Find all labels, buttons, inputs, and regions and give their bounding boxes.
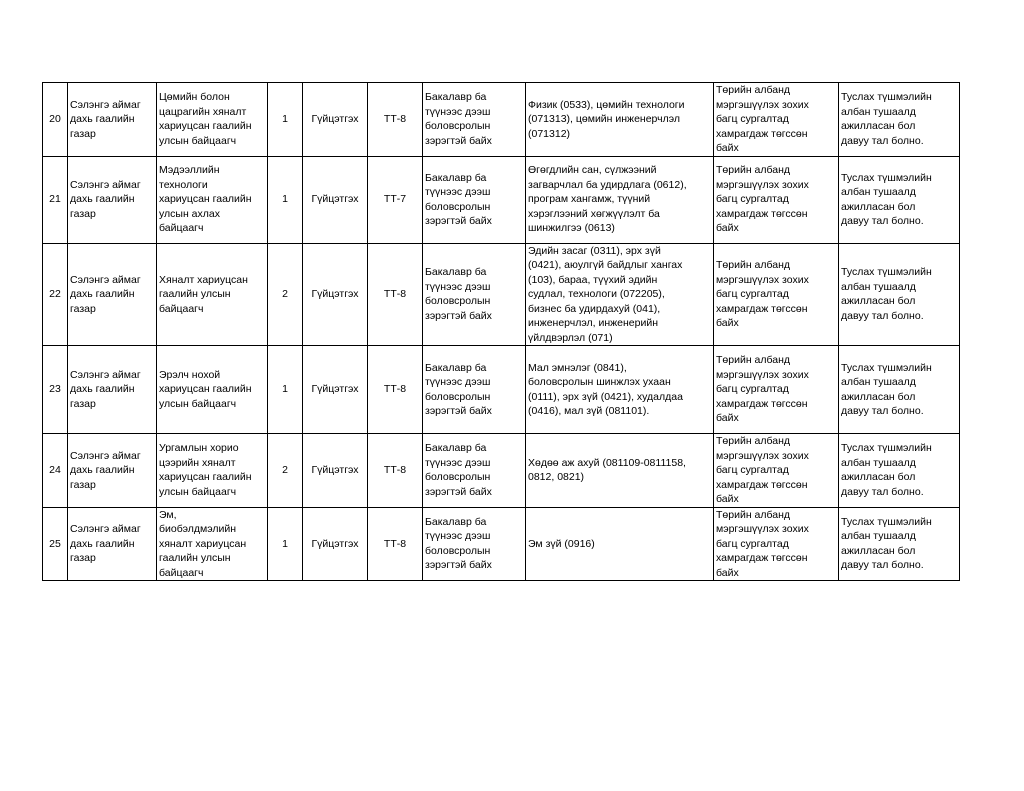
type-cell: Гүйцэтгэх	[303, 83, 368, 157]
training-cell: Төрийн албанд мэргэшүүлэх зохих багц сургалтад хамрагдаж төгссөн байх	[714, 243, 839, 346]
row-number: 22	[43, 243, 68, 346]
position-cell: Цөмийн болон цацрагийн хяналт хариуцсан гаалийн улсын байцаагч	[157, 83, 268, 157]
training-cell: Төрийн албанд мэргэшүүлэх зохих багц сургалтад хамрагдаж төгссөн байх	[714, 346, 839, 434]
class-cell: ТТ-8	[368, 507, 423, 581]
position-cell: Ургамлын хорио цээрийн хяналт хариуцсан гаалийн улсын байцаагч	[157, 434, 268, 508]
advantage-cell: Туслах түшмэлийн албан тушаалд ажилласан бол давуу тал болно.	[839, 507, 960, 581]
count-cell: 2	[268, 434, 303, 508]
row-number: 24	[43, 434, 68, 508]
profession-cell: Өгөгдлийн сан, сүлжээний загварчлал ба удирдлага (0612), програм хангамж, түүний хэрэглээний хөгжүүлэлт ба шинжилгээ (0613)	[526, 156, 714, 243]
count-cell: 1	[268, 507, 303, 581]
training-cell: Төрийн албанд мэргэшүүлэх зохих багц сургалтад хамрагдаж төгссөн байх	[714, 507, 839, 581]
advantage-cell: Туслах түшмэлийн албан тушаалд ажилласан бол давуу тал болно.	[839, 156, 960, 243]
profession-cell: Хөдөө аж ахуй (081109-0811158, 0812, 0821)	[526, 434, 714, 508]
row-number: 21	[43, 156, 68, 243]
type-cell: Гүйцэтгэх	[303, 243, 368, 346]
organization-cell: Сэлэнгэ аймаг дахь гаалийн газар	[68, 434, 157, 508]
table-row	[43, 243, 960, 346]
position-cell: Мэдээллийн технологи хариуцсан гаалийн улсын ахлах байцаагч	[157, 156, 268, 243]
position-cell: Эм, биобэлдмэлийн хяналт хариуцсан гаалийн улсын байцаагч	[157, 507, 268, 581]
table-row	[43, 156, 960, 243]
position-cell: Хяналт хариуцсан гаалийн улсын байцаагч	[157, 243, 268, 346]
training-cell: Төрийн албанд мэргэшүүлэх зохих багц сургалтад хамрагдаж төгссөн байх	[714, 83, 839, 157]
advantage-cell: Туслах түшмэлийн албан тушаалд ажилласан бол давуу тал болно.	[839, 434, 960, 508]
class-cell: ТТ-8	[368, 434, 423, 508]
organization-cell: Сэлэнгэ аймаг дахь гаалийн газар	[68, 507, 157, 581]
education-cell: Бакалавр ба түүнээс дээш боловсролын зэрэгтэй байх	[423, 156, 526, 243]
vacancy-table	[42, 82, 960, 581]
profession-cell: Физик (0533), цөмийн технологи (071313), цөмийн инженерчлэл (071312)	[526, 83, 714, 157]
organization-cell: Сэлэнгэ аймаг дахь гаалийн газар	[68, 156, 157, 243]
table-row	[43, 83, 960, 157]
type-cell: Гүйцэтгэх	[303, 346, 368, 434]
type-cell: Гүйцэтгэх	[303, 507, 368, 581]
count-cell: 1	[268, 156, 303, 243]
education-cell: Бакалавр ба түүнээс дээш боловсролын зэрэгтэй байх	[423, 434, 526, 508]
type-cell: Гүйцэтгэх	[303, 156, 368, 243]
advantage-cell: Туслах түшмэлийн албан тушаалд ажилласан бол давуу тал болно.	[839, 243, 960, 346]
advantage-cell: Туслах түшмэлийн албан тушаалд ажилласан бол давуу тал болно.	[839, 83, 960, 157]
education-cell: Бакалавр ба түүнээс дээш боловсролын зэрэгтэй байх	[423, 83, 526, 157]
education-cell: Бакалавр ба түүнээс дээш боловсролын зэрэгтэй байх	[423, 243, 526, 346]
table-row	[43, 507, 960, 581]
class-cell: ТТ-8	[368, 83, 423, 157]
row-number: 25	[43, 507, 68, 581]
profession-cell: Мал эмнэлэг (0841), боловсролын шинжлэх ухаан (0111), эрх зүй (0421), худалдаа (0416), мал зүй (081101).	[526, 346, 714, 434]
profession-cell: Эдийн засаг (0311), эрх зүй (0421), аюулгүй байдлыг хангах (103), бараа, түүхий эдийн судлал, технологи (072205), бизнес ба удирдахуй (041), инженерчлэл, инженерийн үйлдвэрлэл (071)	[526, 243, 714, 346]
education-cell: Бакалавр ба түүнээс дээш боловсролын зэрэгтэй байх	[423, 346, 526, 434]
organization-cell: Сэлэнгэ аймаг дахь гаалийн газар	[68, 346, 157, 434]
profession-cell: Эм зүй (0916)	[526, 507, 714, 581]
count-cell: 2	[268, 243, 303, 346]
organization-cell: Сэлэнгэ аймаг дахь гаалийн газар	[68, 83, 157, 157]
position-cell: Эрэлч нохой хариуцсан гаалийн улсын байцаагч	[157, 346, 268, 434]
class-cell: ТТ-8	[368, 346, 423, 434]
count-cell: 1	[268, 83, 303, 157]
table-row	[43, 346, 960, 434]
row-number: 23	[43, 346, 68, 434]
training-cell: Төрийн албанд мэргэшүүлэх зохих багц сургалтад хамрагдаж төгссөн байх	[714, 434, 839, 508]
class-cell: ТТ-8	[368, 243, 423, 346]
table-row	[43, 434, 960, 508]
advantage-cell: Туслах түшмэлийн албан тушаалд ажилласан бол давуу тал болно.	[839, 346, 960, 434]
type-cell: Гүйцэтгэх	[303, 434, 368, 508]
count-cell: 1	[268, 346, 303, 434]
education-cell: Бакалавр ба түүнээс дээш боловсролын зэрэгтэй байх	[423, 507, 526, 581]
training-cell: Төрийн албанд мэргэшүүлэх зохих багц сургалтад хамрагдаж төгссөн байх	[714, 156, 839, 243]
row-number: 20	[43, 83, 68, 157]
organization-cell: Сэлэнгэ аймаг дахь гаалийн газар	[68, 243, 157, 346]
class-cell: ТТ-7	[368, 156, 423, 243]
